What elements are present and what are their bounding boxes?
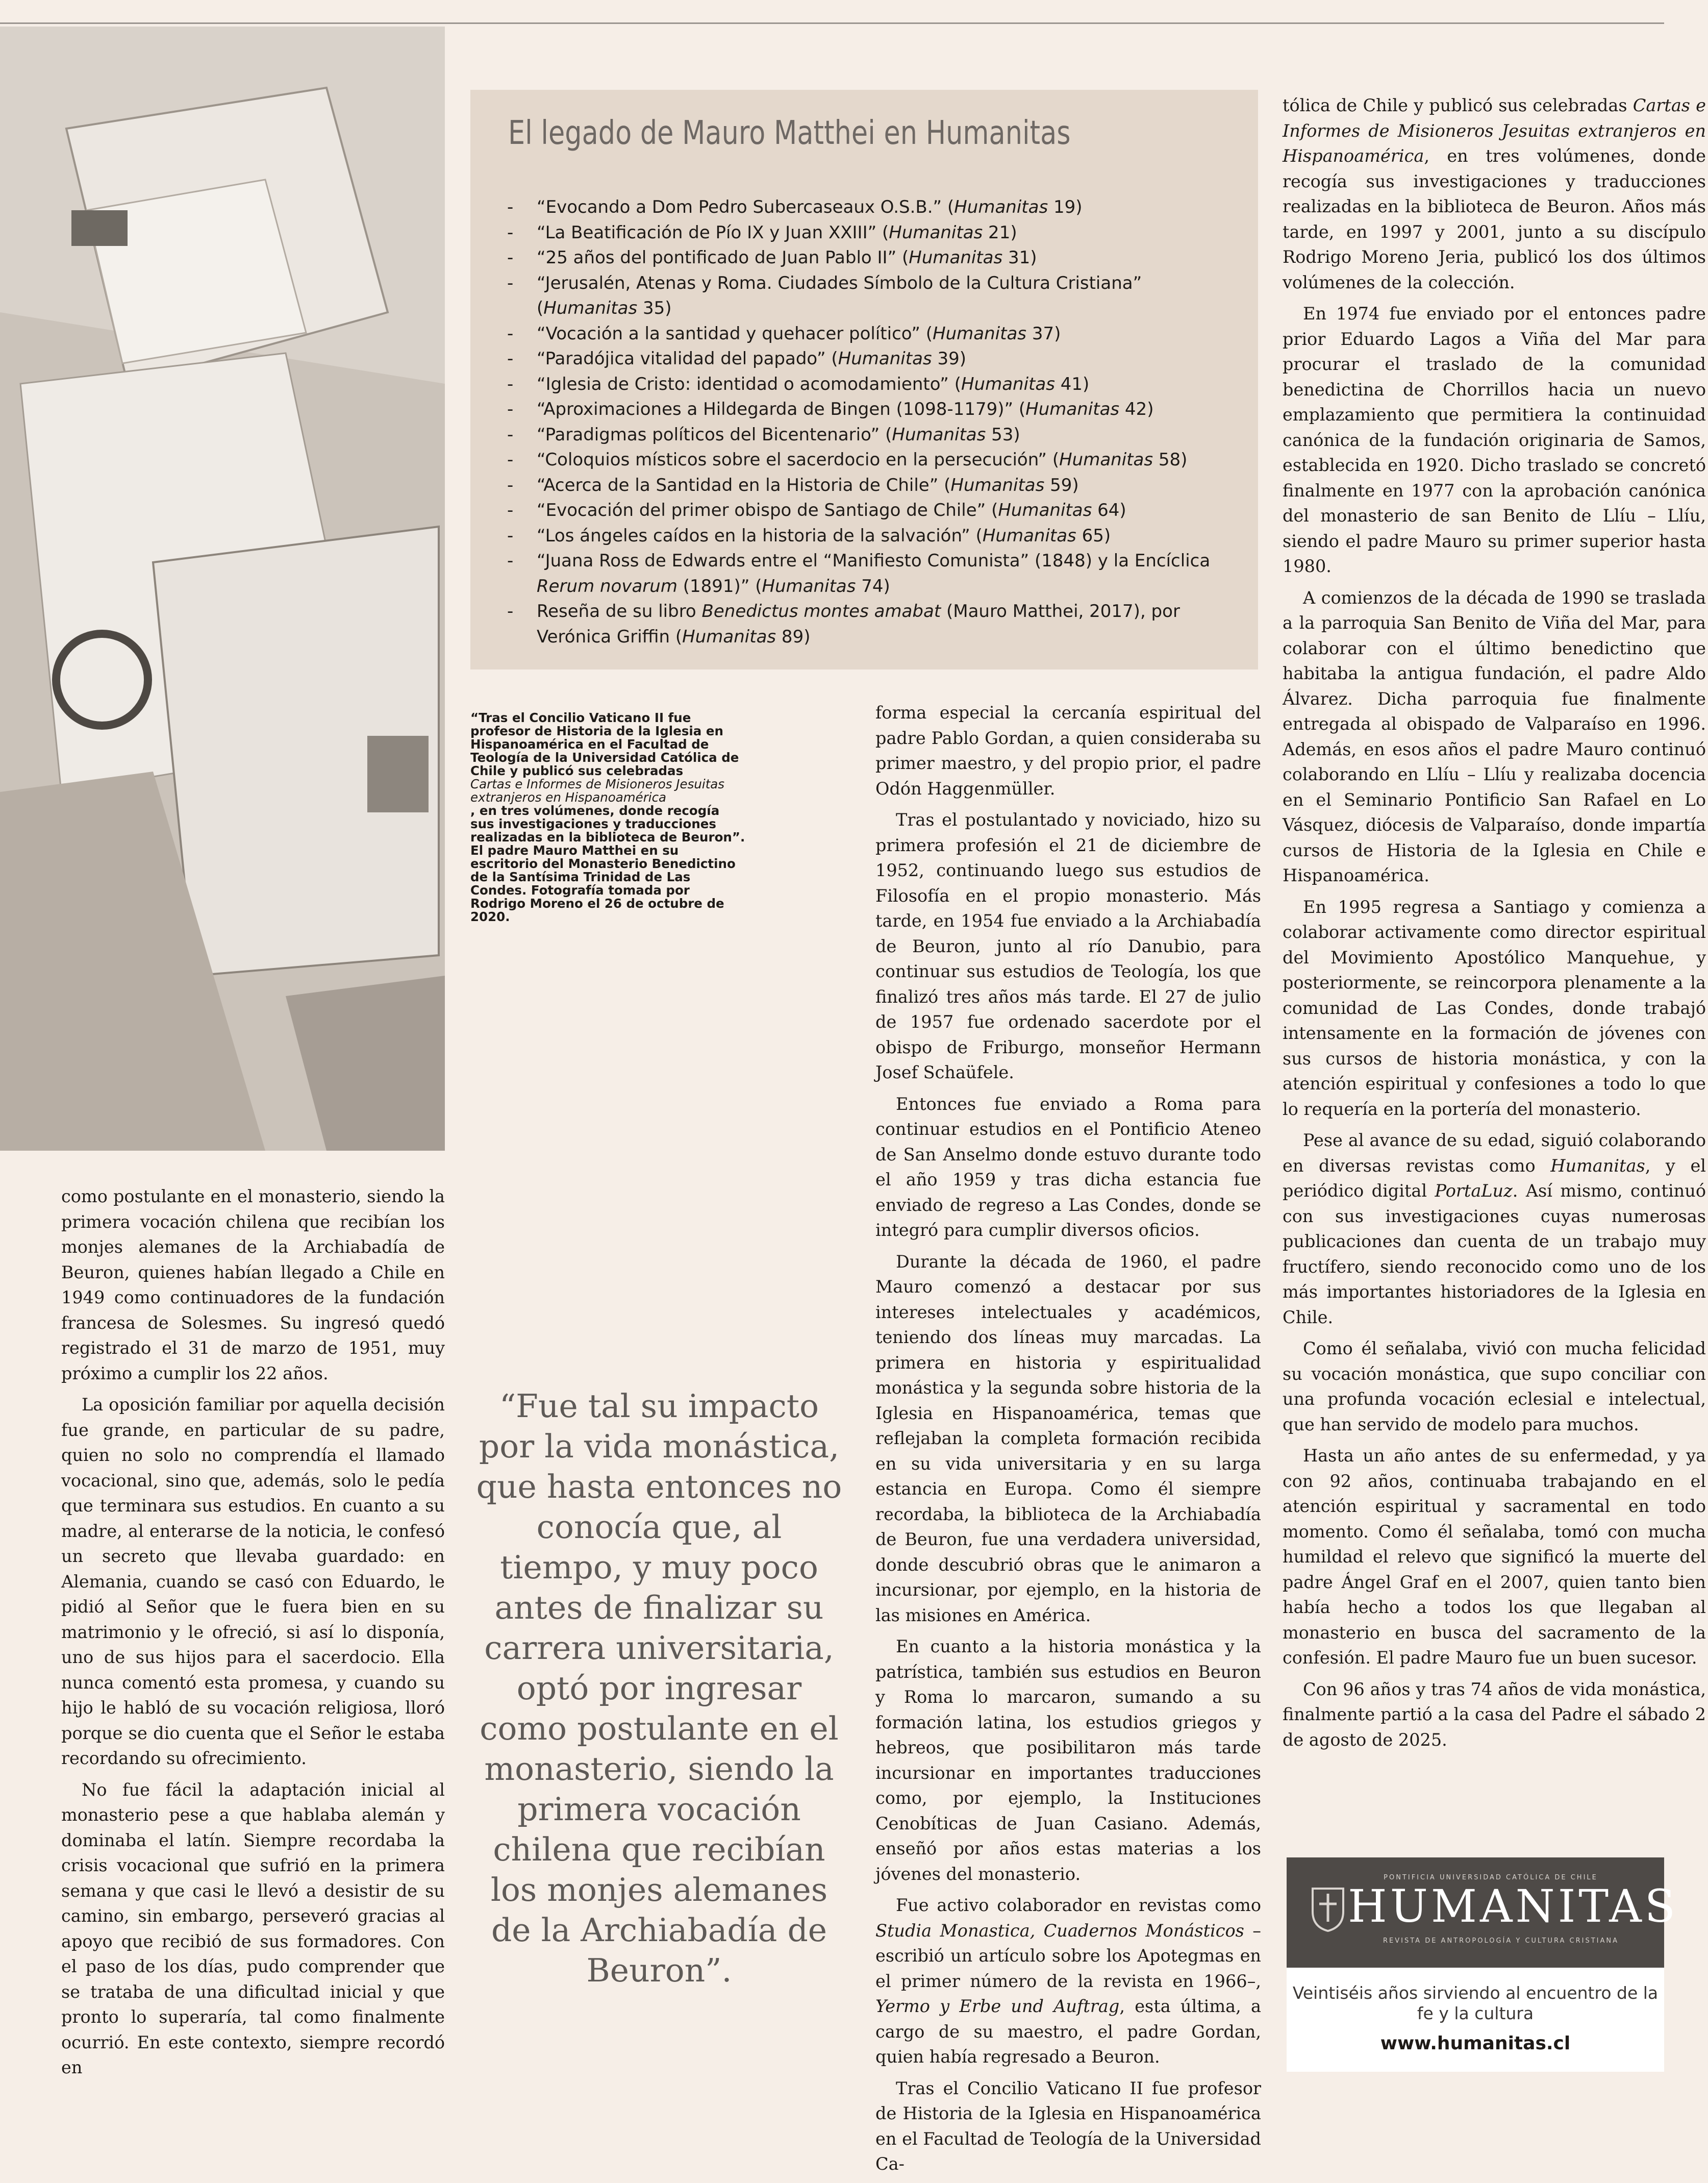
sidebar-item-text: “Coloquios místicos sobre el sacerdocio en la persecución” ( xyxy=(537,450,1060,470)
sidebar-title: El legado de Mauro Matthei en Humanitas xyxy=(508,114,1071,152)
sidebar-item xyxy=(506,599,1241,650)
sidebar-item xyxy=(506,448,1241,473)
paragraph xyxy=(1283,301,1706,579)
sidebar-item-text: “Evocación del primer obispo de Santiago de Chile” ( xyxy=(537,500,998,520)
sidebar-item-italic: Humanitas xyxy=(838,349,932,369)
sidebar-item-text: 53) xyxy=(986,424,1020,445)
sidebar-item-text: 74) xyxy=(856,576,890,597)
italic-text: Yermo y Erbe und Auftrag xyxy=(875,1996,1120,2016)
university-seal-icon xyxy=(1310,1886,1346,1932)
sidebar-item-text: 65) xyxy=(1076,525,1111,546)
paragraph xyxy=(1283,585,1706,888)
sidebar-item-italic: Humanitas xyxy=(954,197,1048,217)
ad-brand: HUMANITAS xyxy=(1348,1880,1679,1932)
sidebar-item xyxy=(506,245,1241,271)
article-column-4 xyxy=(1283,93,1706,1758)
paragraph xyxy=(875,1092,1261,1243)
sidebar-item-text: 41) xyxy=(1054,374,1090,394)
paragraph xyxy=(875,700,1261,801)
sidebar-item-text: “Evocando a Dom Pedro Subercaseaux O.S.B.” ( xyxy=(537,197,955,217)
caption-text-2: Cartas e Informes de Misioneros Jesuitas extranjeros en Hispanoamérica xyxy=(470,777,725,805)
sidebar-item-text: “Jerusalén, Atenas y Roma. Ciudades Símbolo de la Cultura Cristiana” ( xyxy=(537,272,1142,318)
sidebar-item-italic: Humanitas xyxy=(892,424,986,445)
paragraph xyxy=(1283,1336,1706,1437)
sidebar-item-italic: Humanitas xyxy=(889,222,983,243)
paragraph-text: forma especial la cercanía espiritual del padre Pablo Gordan, a quien consideraba su primer maestro, y del propio prior, el padre Odón Haggenmüller. xyxy=(875,703,1261,799)
sidebar-item-text: 89) xyxy=(776,626,811,647)
sidebar-item-italic: Humanitas xyxy=(933,323,1027,344)
sidebar-item-text: 19) xyxy=(1048,197,1083,217)
photo-caption xyxy=(470,711,746,924)
sidebar-item-text: 59) xyxy=(1044,475,1079,495)
sidebar-item xyxy=(506,524,1241,549)
italic-text: Cartas e Informes de Misioneros Jesuitas extranjeros en Hispanoamérica xyxy=(1283,95,1706,166)
paragraph xyxy=(1283,1443,1706,1671)
sidebar-item xyxy=(506,549,1241,599)
caption-text-3: , en tres volúmenes, donde recogía sus investigaciones y traducciones realizadas en la biblioteca de Beuron”. El padre Mauro Matthei en su escritorio del Monasterio Benedictino de la Santísima Trinidad de Las Condes. Fotografía tomada por Rodrigo Moreno el 26 de octubre de 2020. xyxy=(470,803,745,924)
paragraph: No fue fácil la adaptación inicial al monasterio pese a que hablaba alemán y dominaba el latín. Siempre recordaba la crisis vocacional que sufrió en la primera semana y que casi le llevó a desistir de su camino, sin embargo, perseveró gracias al apoyo que recibió de sus formadores. Con el paso de los días, pudo comprender que se trataba de una dificultad inicial y que pronto lo superaría, tal como finalmente ocurrió. En este contexto, siempre recordó en xyxy=(61,1779,445,2077)
sidebar-item-italic: Rerum novarum xyxy=(537,576,677,597)
sidebar-item-italic: Humanitas xyxy=(982,525,1076,546)
sidebar-item-italic: Humanitas xyxy=(1025,399,1120,419)
paragraph-text: , y el periódico digital xyxy=(1283,1155,1706,1201)
paragraph-text: En cuanto a la historia monástica y la patrística, también sus estudios en Beuron y Roma lo marcaron, sumando a su formación latina, los estudios griegos y hebreos, que posibilitaron más tarde incursionar en importantes traducciones como, por ejemplo, la Instituciones Cenobíticas de Juan Casiano. Además, enseñó por años estas materias a los jóvenes del monasterio. xyxy=(875,1636,1261,1884)
paragraph xyxy=(875,1634,1261,1887)
sidebar-item-text: 64) xyxy=(1092,500,1126,520)
sidebar-item-text: 58) xyxy=(1153,450,1188,470)
paragraph-text: En 1974 fue enviado por el entonces padre prior Eduardo Lagos a Viña del Mar para procurar el traslado de la comunidad benedictina de Chorrillos hacia un nuevo emplazamiento que permitiera la continuidad canónica de la fundación originaria de Samos, establecida en 1920. Dicho traslado se concretó finalmente en 1977 con la aprobación canónica del monasterio de san Benito de Llíu – Llíu, siendo el padre Mauro su primer superior hasta 1980. xyxy=(1283,304,1706,576)
sidebar-item-italic: Humanitas xyxy=(762,576,856,597)
sidebar-item xyxy=(506,195,1241,220)
article-column-3 xyxy=(875,700,1261,2183)
ad-tagline: Veintiséis años sirviendo al encuentro de la fe y la cultura xyxy=(1292,1983,1659,2023)
top-rule xyxy=(0,22,1664,24)
sidebar-item-text: 35) xyxy=(637,298,672,318)
italic-text: PortaLuz xyxy=(1435,1181,1513,1201)
sidebar-item-text: 42) xyxy=(1119,399,1154,419)
paragraph-text: , esta última, a cargo de su maestro, el padre Gordan, quien había regresado a Beuron. xyxy=(875,1996,1261,2067)
sidebar-item xyxy=(506,220,1241,246)
ad-university: PONTIFICIA UNIVERSIDAD CATÓLICA DE CHILE xyxy=(1384,1874,1598,1881)
humanitas-ad[interactable] xyxy=(1287,1857,1679,2072)
paragraph xyxy=(1283,1128,1706,1330)
sidebar-item-italic: Humanitas xyxy=(909,247,1003,268)
sidebar-item xyxy=(506,372,1241,398)
sidebar-item xyxy=(506,498,1241,524)
sidebar-item-text: “Los ángeles caídos en la historia de la salvación” ( xyxy=(537,525,983,546)
sidebar-item-italic: Humanitas xyxy=(543,298,638,318)
italic-text: Humanitas xyxy=(1550,1155,1645,1176)
sidebar-item-italic: Humanitas xyxy=(961,374,1055,394)
paragraph-text: Pese al avance de su edad, siguió colaborando en diversas revistas como xyxy=(1283,1130,1706,1176)
paragraph-text: Fue activo colaborador en revistas como xyxy=(896,1895,1261,1915)
ad-banner xyxy=(1287,1857,1679,1968)
paragraph: La oposición familiar por aquella decisión fue grande, en particular de su padre, quien no solo no comprendía el llamado vocacional, sino que, además, solo le pedía que terminara sus estudios. En cuanto a su madre, al enterarse de la noticia, le confesó un secreto que llevaba guardado: en Alemania, cuando se casó con Eduardo, le pidió al Señor que le fuera bien en su matrimonio y le ofreció, si así lo disponía, uno de sus hijos para el sacerdocio. Ella nunca comentó esta promesa, y cuando su hijo le habló de su vocación religiosa, lloró porque se dio cuenta que el Señor le estaba recordando su ofrecimiento. xyxy=(61,1395,445,1768)
sidebar-item-italic: Benedictus montes amabat xyxy=(701,601,941,622)
paragraph-text: En 1995 regresa a Santiago y comienza a colaborar activamente como director espiritual del Movimiento Apostólico Manquehue, y posteriormente, se reincorpora plenamente a la comunidad de Las Condes, donde trabajó intensamente en la formación de jóvenes con sus cursos de historia monástica, y con la atención espiritual y confesiones a todo lo que lo requería en la portería del monasterio. xyxy=(1283,897,1706,1119)
paragraph-text: tólica de Chile y publicó sus celebradas xyxy=(1283,95,1633,115)
sidebar-item-italic: Humanitas xyxy=(950,475,1045,495)
sidebar-item-text: Reseña de su libro xyxy=(537,601,702,622)
paragraph-text: , en tres volúmenes, donde recogía sus investigaciones y traducciones realizadas en la biblioteca de Beuron. Años más tarde, en 1997 y 2001, junto a su discípulo Rodrigo Moreno Jeria, publicó los dos últimos volúmenes de la colección. xyxy=(1283,146,1706,292)
paragraph xyxy=(875,2076,1261,2177)
paragraph-text: –escribió un artículo sobre los Apotegmas en el primer número de la revista en 1966–, xyxy=(875,1920,1261,1991)
sidebar-item-text: “Juana Ross de Edwards entre el “Manifiesto Comunista” (1848) y la Encíclica xyxy=(537,551,1211,571)
sidebar-item-text: “Paradigmas políticos del Bicentenario” ( xyxy=(537,424,892,445)
paragraph-text: Tras el postulantado y noviciado, hizo su primera profesión el 21 de diciembre de 1952, continuando luego sus estudios de Filosofía en el propio monasterio. Más tarde, en 1954 fue enviado a la Archiabadía de Beuron, junto al río Danubio, para continuar sus estudios de Teología, los que finalizó tres años más tarde. El 27 de julio de 1957 fue ordenado sacerdote por el obispo de Friburgo, monseñor Hermann Josef Schaüfele. xyxy=(875,810,1261,1082)
sidebar-item-text: 39) xyxy=(932,349,966,369)
ad-subtitle: REVISTA DE ANTROPOLOGÍA Y CULTURA CRISTIANA xyxy=(1383,1937,1619,1945)
paragraph-text: . Así mismo, continuó con sus investigaciones cuyas numerosas publicaciones dan cuenta de un trabajo muy fructífero, siendo reconocido como uno de los más importantes historiadores de la Iglesia en Chile. xyxy=(1283,1181,1706,1327)
sidebar-item-text: “Vocación a la santidad y quehacer político” ( xyxy=(537,323,933,344)
paragraph xyxy=(875,1249,1261,1628)
italic-text: Studia Monastica, Cuadernos Monásticos xyxy=(875,1920,1244,1941)
sidebar-item-text: “Acerca de la Santidad en la Historia de Chile” ( xyxy=(537,475,951,495)
sidebar-list xyxy=(506,195,1241,650)
legacy-sidebar xyxy=(470,90,1258,669)
sidebar-item-text: 21) xyxy=(983,222,1017,243)
pull-quote: “Fue tal su impacto por la vida monástica, que hasta entonces no conocía que, al tiempo, y muy poco antes de finalizar su carrera universitaria, optó por ingresar como postulante en el monasterio, siendo la primera vocación chilena que recibían los monjes alemanes de la Archiabadía de Beuron”. xyxy=(476,1387,842,1989)
sidebar-item xyxy=(506,271,1241,321)
sidebar-item xyxy=(506,346,1241,372)
sidebar-item-text: “Paradójica vitalidad del papado” ( xyxy=(537,349,838,369)
ad-url-link[interactable]: www.humanitas.cl xyxy=(1380,2033,1571,2054)
sidebar-item-text: “La Beatificación de Pío IX y Juan XXIII” ( xyxy=(537,222,889,243)
paragraph-text: Hasta un año antes de su enfermedad, y ya con 92 años, continuaba trabajando en el atención espiritual y sacramental en todo momento. Como él señalaba, tomó con mucha humildad el relevo que significó la muerte del padre Ángel Graf en el 2007, quien tanto bien había hecho a todos los que llegaban al monasterio en busca del sacramento de la confesión. El padre Mauro fue un buen sucesor. xyxy=(1283,1446,1706,1668)
paragraph-text: Entonces fue enviado a Roma para continuar estudios en el Pontificio Ateneo de San Anselmo donde estuvo durante todo el año 1959 y tras dicha estancia fue enviado de regreso a Las Condes, donde se integró para cumplir diversos oficios. xyxy=(875,1094,1261,1240)
sidebar-item-text: “Aproximaciones a Hildegarda de Bingen (1098-1179)” ( xyxy=(537,399,1026,419)
caption-text-1: “Tras el Concilio Vaticano II fue profesor de Historia de la Iglesia en Hispanoamérica en el Facultad de Teología de la Universidad Católica de Chile y publicó sus celebradas xyxy=(470,710,739,778)
sidebar-item-text: 37) xyxy=(1026,323,1061,344)
sidebar-item xyxy=(506,397,1241,423)
paragraph-text: Tras el Concilio Vaticano II fue profesor de Historia de la Iglesia en Hispanoamérica en el Facultad de Teología de la Universidad Ca- xyxy=(875,2078,1261,2174)
paragraph-text: Durante la década de 1960, el padre Mauro comenzó a destacar por sus intereses intelectuales y académicos, teniendo dos líneas muy marcadas. La primera en historia y espiritualidad monástica y la segunda sobre historia de la Iglesia en Hispanoamérica, temas que reflejaban la completa formación recibida en su vida universitaria y en su larga estancia en Europa. Como él siempre recordaba, la biblioteca de la Archiabadía de Beuron, fue una verdadera universidad, donde descubrió obras que le animaron a incursionar, por ejemplo, en la historia de las misiones en América. xyxy=(875,1251,1261,1625)
sidebar-item-text: 31) xyxy=(1002,247,1037,268)
sidebar-item-text: (Mauro Matthei, 2017), por Verónica Griffin ( xyxy=(537,601,1180,647)
paragraph-text: Con 96 años y tras 74 años de vida monástica, finalmente partió a la casa del Padre el sábado 2 de agosto de 2025. xyxy=(1283,1679,1706,1750)
sidebar-item-italic: Humanitas xyxy=(998,500,1092,520)
paragraph xyxy=(875,1893,1261,2070)
paragraph-text: A comienzos de la década de 1990 se traslada a la parroquia San Benito de Viña del Mar, para colaborar con el último benedictino que habitaba la antigua fundación, el padre Aldo Álvarez. Dicha parroquia fue finalmente entregada al obispado de Valparaíso en 1996. Además, en esos años el padre Mauro continuó colaborando en Llíu – Llíu y realizaba docencia en el Seminario Pontificio San Rafael en Lo Vásquez, diócesis de Valparaíso, donde impartía cursos de Historia de la Iglesia en Chile e Hispanoamérica. xyxy=(1283,587,1706,885)
paragraph: como postulante en el monasterio, siendo la primera vocación chilena que recibían los monjes alemanes de la Archiabadía de Beuron, quienes habían llegado a Chile en 1949 como continuadores de la fundación francesa de Solesmes. Su ingresó quedó registrado el 31 de marzo de 1951, muy próximo a cumplir los 22 años. xyxy=(61,1186,445,1383)
sidebar-item xyxy=(506,423,1241,448)
sidebar-item-text: “Iglesia de Cristo: identidad o acomodamiento” ( xyxy=(537,374,961,394)
paragraph xyxy=(1283,1677,1706,1753)
paragraph xyxy=(875,807,1261,1085)
sidebar-item xyxy=(506,473,1241,499)
article-column-1 xyxy=(61,1184,445,2087)
sidebar-item-italic: Humanitas xyxy=(1059,450,1153,470)
paragraph-text: Como él señalaba, vivió con mucha felicidad su vocación monástica, que supo conciliar con una profunda vocación eclesial e intelectual, que han servido de modelo para muchos. xyxy=(1283,1338,1706,1434)
sidebar-item-italic: Humanitas xyxy=(682,626,776,647)
sidebar-item-text: (1891)” ( xyxy=(677,576,762,597)
sidebar-item-text: “25 años del pontificado de Juan Pablo II” ( xyxy=(537,247,909,268)
paragraph xyxy=(1283,93,1706,295)
photo-desk xyxy=(0,27,445,1151)
paragraph xyxy=(1283,895,1706,1122)
sidebar-item xyxy=(506,321,1241,347)
